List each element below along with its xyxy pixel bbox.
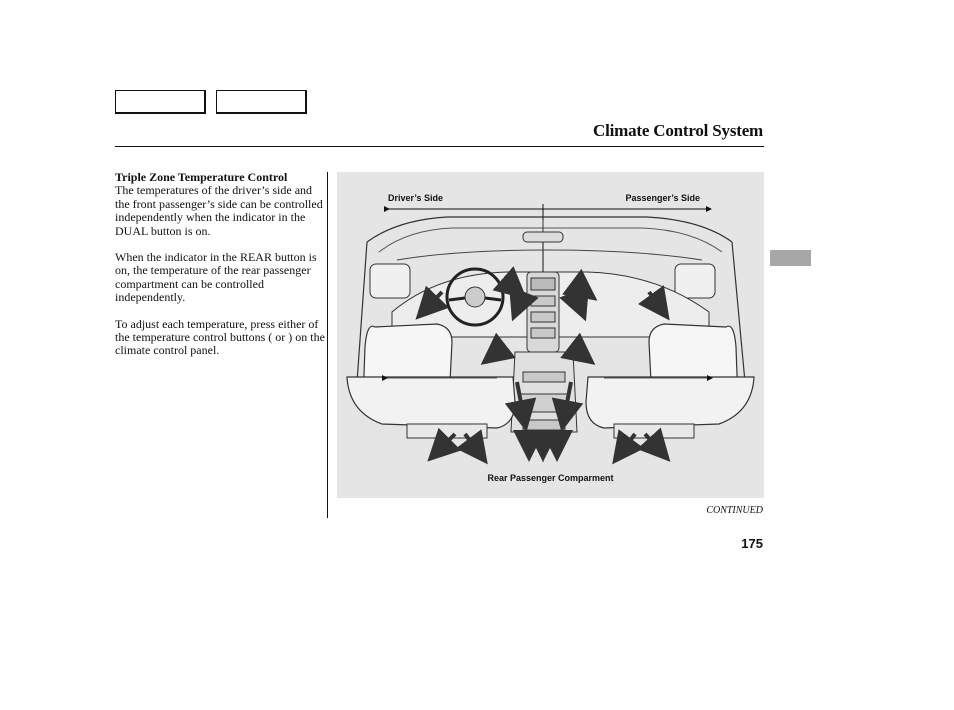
title-divider [115, 146, 764, 147]
nav-button-index[interactable] [216, 90, 307, 114]
section-tab-marker [770, 250, 811, 266]
continued-note: CONTINUED [706, 505, 763, 516]
passenger-side-label: Passenger’s Side [625, 193, 700, 203]
cabin-interior-drawing [337, 172, 764, 498]
body-text-column [115, 171, 327, 371]
section-heading: Triple Zone Temperature Control [115, 170, 288, 184]
nav-button-main-menu[interactable] [115, 90, 206, 114]
paragraph-dual: The temperatures of the driver’s side and the front passenger’s side can be controlled independently when the indicator in the DUAL button is on. [115, 183, 323, 238]
column-divider [327, 172, 328, 518]
driver-side-label: Driver’s Side [388, 193, 444, 203]
rear-compartment-label: Rear Passenger Comparment [487, 473, 614, 483]
cabin-zone-illustration [337, 172, 764, 498]
paragraph-rear: When the indicator in the REAR button is on, the temperature of the rear passenger compartment can be controlled independently. [115, 250, 317, 305]
page-title: Climate Control System [593, 121, 763, 140]
page-number: 175 [741, 536, 763, 551]
paragraph-adjust: To adjust each temperature, press either of the temperature control buttons ( or ) on the climate control panel. [115, 316, 325, 358]
